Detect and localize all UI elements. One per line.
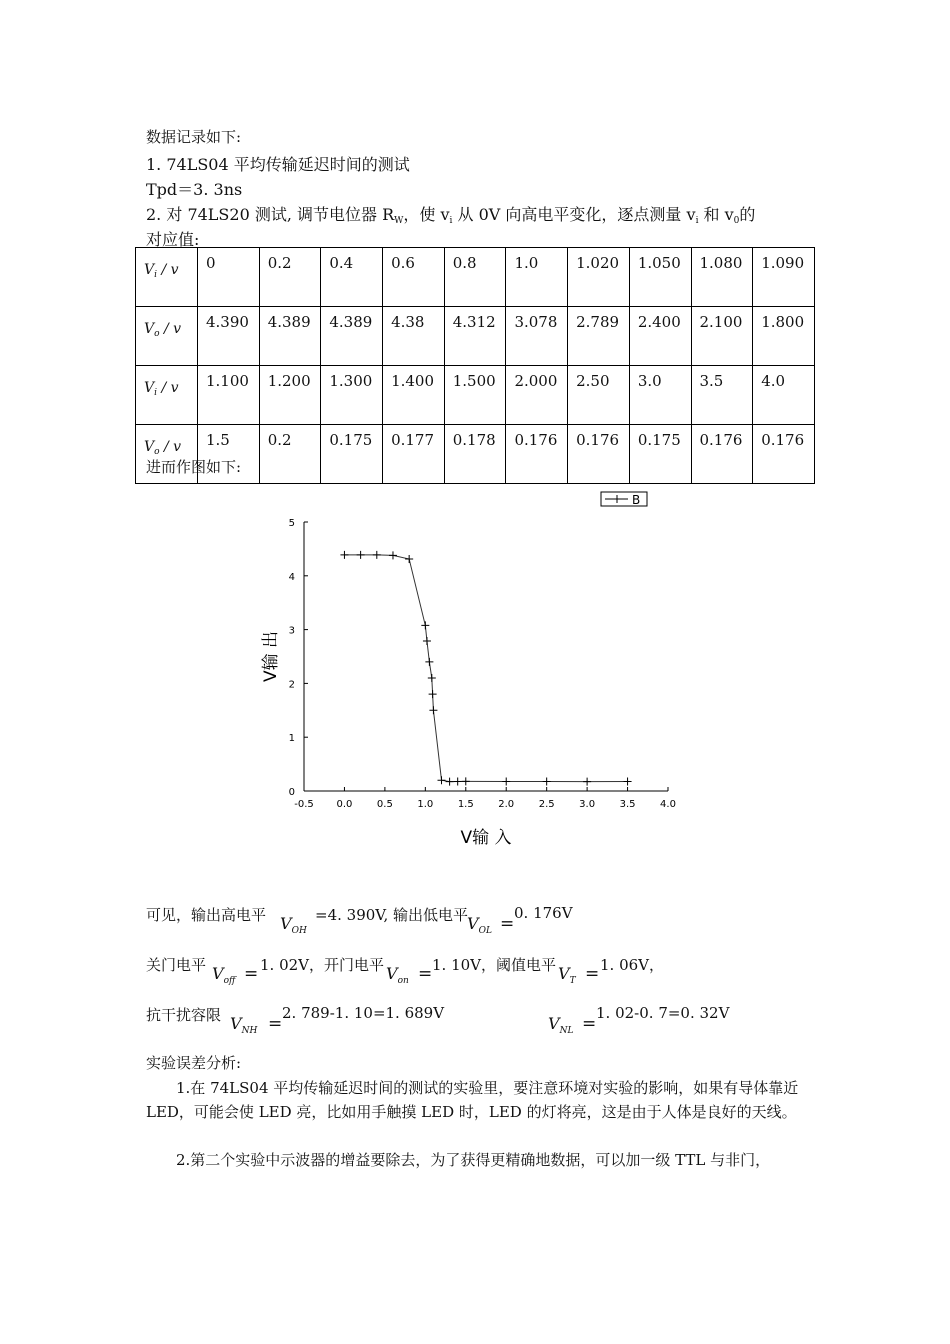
von-value: 1. 10V，阈值电平 [432, 956, 556, 974]
table-cell: 2.400 [629, 307, 691, 366]
data-point [340, 551, 348, 559]
y-tick-label: 1 [288, 733, 295, 745]
transfer-curve-chart [0, 480, 950, 870]
voh-value: =4. 390V, 输出低电平 [315, 906, 469, 924]
table-cell: 4.312 [444, 307, 506, 366]
y-tick-label: 5 [288, 518, 295, 529]
y-tick-label: 2 [288, 679, 295, 691]
x-tick-label: 0.5 [376, 799, 393, 810]
table-cell: 1.0 [506, 248, 568, 307]
intro-text: 数据记录如下: [146, 128, 242, 146]
table-cell: 0 [198, 248, 260, 307]
voff-sub: off [223, 976, 236, 986]
item2-sub-0: 0 [733, 216, 740, 226]
vnh-v: V [230, 1014, 242, 1033]
data-point [421, 621, 429, 629]
item2-text-c: 从 0V 向高电平变化，逐点测量 v [452, 205, 696, 224]
table-cell: 2.50 [568, 366, 630, 425]
vnl-eq: = [582, 1014, 597, 1034]
data-point [357, 551, 365, 559]
table-row [136, 366, 815, 425]
y-tick-label: 3 [288, 625, 295, 637]
vol-sub: OL [478, 926, 492, 936]
table-cell: 1.090 [753, 248, 815, 307]
table-cell: 0.176 [753, 425, 815, 484]
vnh-value: 2. 789-1. 10=1. 689V [282, 1004, 445, 1022]
voff-value: 1. 02V，开门电平 [260, 956, 384, 974]
vnh-eq: = [268, 1014, 283, 1034]
voh-symbol [280, 914, 307, 936]
voff-eq: = [244, 964, 259, 984]
vol-eq: = [500, 914, 515, 934]
table-cell: 1.020 [568, 248, 630, 307]
data-point [462, 777, 470, 785]
x-tick-label: 1.0 [417, 799, 434, 810]
vt-v: V [558, 964, 570, 983]
x-tick-label: 2.0 [498, 799, 515, 810]
x-tick-label: 4.0 [660, 799, 676, 810]
analysis-title: 实验误差分析: [146, 1054, 242, 1072]
table-cell: 4.389 [259, 307, 321, 366]
item2-text-a: 2. 对 74LS20 测试, 调节电位器 R [146, 205, 395, 224]
item2-sub-i2: i [695, 216, 699, 226]
data-point [373, 551, 381, 559]
result-line1-label: 可见，输出高电平 [146, 906, 267, 924]
vt-symbol [558, 964, 576, 986]
table-cell: 0.8 [444, 248, 506, 307]
table-cell: 1.080 [691, 248, 753, 307]
item2-line1 [146, 202, 755, 225]
y-axis-label: V输 出 [261, 630, 281, 683]
table-cell: 1.500 [444, 366, 506, 425]
table-cell: 1.100 [198, 366, 260, 425]
x-tick-label: 1.5 [457, 799, 474, 810]
table-cell: 1.5 [198, 425, 260, 484]
item2-text-e: 的 [739, 205, 756, 224]
table-cell: 3.5 [691, 366, 753, 425]
table-cell: 0.175 [321, 425, 383, 484]
data-point [454, 777, 462, 785]
vnh-symbol [230, 1014, 258, 1036]
row-label: $V_i$ / v [136, 248, 198, 307]
vt-eq: = [585, 964, 600, 984]
chart-intro: 进而作图如下: [146, 458, 242, 476]
analysis-paragraph-1: 1.在 74LS04 平均传输延迟时间的测试的实验里，要注意环境对实验的影响，如果有导体靠近 LED，可能会使 LED 亮，比如用手触摸 LED 时，LED 的灯将亮，这是由于人体是良好的天线。 [146, 1079, 799, 1121]
table-cell: 0.176 [691, 425, 753, 484]
table-cell: 1.800 [753, 307, 815, 366]
data-point [429, 706, 437, 714]
analysis-paragraph-2: 2.第二个实验中示波器的增益要除去，为了获得更精确地数据，可以加一级 TTL 与非门， [176, 1151, 771, 1169]
item2-text-d: 和 v [698, 205, 734, 224]
vnl-symbol [548, 1014, 574, 1036]
series-b-line [344, 555, 627, 782]
row-label: $V_i$ / v [136, 366, 198, 425]
row-label: $V_o$ / v [136, 425, 198, 484]
y-tick-label: 4 [288, 571, 295, 583]
table-cell: 4.389 [321, 307, 383, 366]
table-row [136, 307, 815, 366]
legend-label: B [632, 493, 641, 507]
table-row [136, 248, 815, 307]
voh-sub: OH [291, 926, 307, 936]
x-tick-label: 3.0 [579, 799, 596, 810]
table-cell: 0.176 [568, 425, 630, 484]
data-point [423, 637, 431, 645]
vnl-sub: NL [559, 1026, 574, 1036]
table-cell: 0.2 [259, 248, 321, 307]
y-tick-label: 0 [288, 787, 295, 798]
data-point [389, 551, 397, 559]
item2-line2: 对应值: [146, 230, 200, 249]
x-axis-label: V输 入 [460, 828, 512, 848]
x-tick-label: 3.5 [619, 799, 636, 810]
vnl-value: 1. 02-0. 7=0. 32V [596, 1004, 730, 1022]
x-tick-label: -0.5 [294, 799, 314, 810]
vol-value: 0. 176V [514, 904, 573, 922]
vnh-sub: NH [241, 1026, 258, 1036]
x-tick-label: 0.0 [336, 799, 353, 810]
data-point [446, 778, 454, 786]
table-cell: 2.100 [691, 307, 753, 366]
voff-symbol [212, 964, 236, 986]
vol-v: V [467, 914, 479, 933]
data-point [428, 674, 436, 682]
table-cell: 1.050 [629, 248, 691, 307]
result-line3-label: 抗干扰容限 [146, 1006, 222, 1024]
data-point [543, 778, 551, 786]
x-tick-label: 2.5 [538, 799, 555, 810]
table-cell: 1.300 [321, 366, 383, 425]
table-cell: 0.176 [506, 425, 568, 484]
table-cell: 1.200 [259, 366, 321, 425]
data-point [405, 555, 413, 563]
table-cell: 4.0 [753, 366, 815, 425]
table-cell: 0.2 [259, 425, 321, 484]
table-cell: 3.0 [629, 366, 691, 425]
voff-v: V [212, 964, 224, 983]
measurement-table [135, 247, 815, 484]
von-sub: on [397, 976, 409, 986]
tpd-result: Tpd＝3. 3ns [146, 180, 243, 199]
table-cell: 0.175 [629, 425, 691, 484]
data-point [624, 778, 632, 786]
vt-value: 1. 06V， [600, 956, 664, 974]
table-cell: 1.400 [383, 366, 445, 425]
vnl-v: V [548, 1014, 560, 1033]
item2-sub-i: i [449, 216, 453, 226]
table-cell: 2.000 [506, 366, 568, 425]
data-point [425, 658, 433, 666]
table-cell: 2.789 [568, 307, 630, 366]
vol-symbol [467, 914, 492, 936]
data-point [502, 778, 510, 786]
von-v: V [386, 964, 398, 983]
table-cell: 3.078 [506, 307, 568, 366]
item2-sub-w: W [394, 216, 404, 226]
item1-title: 1. 74LS04 平均传输延迟时间的测试 [146, 155, 410, 174]
table-cell: 0.4 [321, 248, 383, 307]
data-point [583, 778, 591, 786]
von-symbol [386, 964, 409, 986]
row-label: $V_o$ / v [136, 307, 198, 366]
von-eq: = [418, 964, 433, 984]
vt-sub: T [569, 976, 576, 986]
table-cell: 4.38 [383, 307, 445, 366]
result-line2-label: 关门电平 [146, 956, 207, 974]
table-cell: 0.178 [444, 425, 506, 484]
data-point [429, 690, 437, 698]
voh-v: V [280, 914, 292, 933]
item2-text-b: ，使 v [403, 205, 450, 224]
table-cell: 4.390 [198, 307, 260, 366]
data-point [438, 776, 446, 784]
table-cell: 0.6 [383, 248, 445, 307]
table-cell: 0.177 [383, 425, 445, 484]
